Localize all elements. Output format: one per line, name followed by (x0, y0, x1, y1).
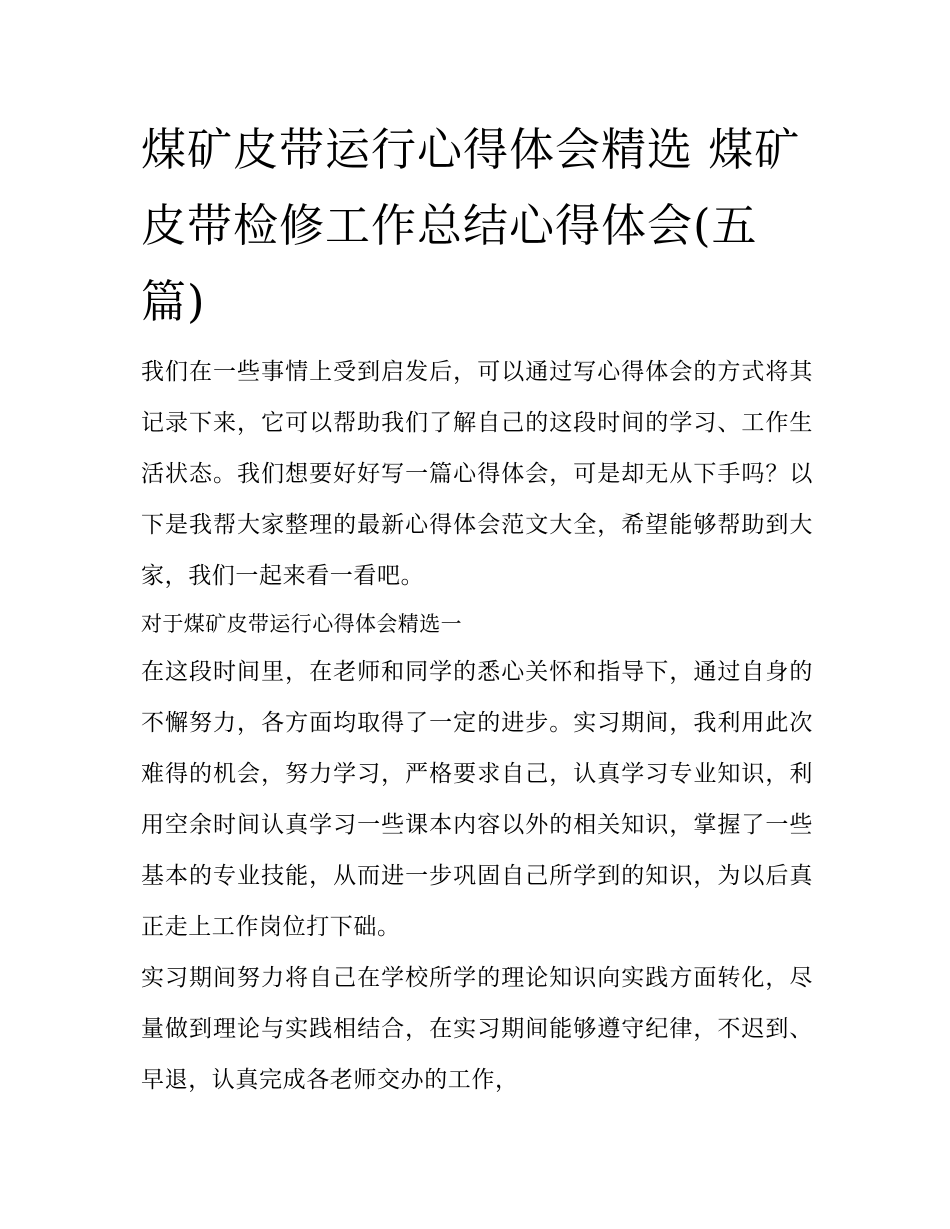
body-paragraph-1: 在这段时间里，在老师和同学的悉心关怀和指导下，通过自身的不懈努力，各方面均取得了一定的进步。实习期间，我利用此次难得的机会，努力学习，严格要求自己，认真学习专业知识，利用空余时间认真学习一些课本内容以外的相关知识，掌握了一些基本的专业技能，从而进一步巩固自己所学到的知识，为以后真正走上工作岗位打下础。 (141, 659, 813, 940)
section-heading: 对于煤矿皮带运行心得体会精选一 (141, 612, 462, 636)
intro-paragraph: 我们在一些事情上受到启发后，可以通过写心得体会的方式将其记录下来，它可以帮助我们了解自己的这段时间的学习、工作生活状态。我们想要好好写一篇心得体会，可是却无从下手吗？以下是我帮大家整理的最新心得体会范文大全，希望能够帮助到大家，我们一起来看一看吧。 (141, 359, 813, 589)
document-title: 煤矿皮带运行心得体会精选 煤矿皮带检修工作总结心得体会(五篇) (141, 123, 801, 328)
body-paragraph-2: 实习期间努力将自己在学校所学的理论知识向实践方面转化，尽量做到理论与实践相结合，在实习期间能够遵守纪律，不迟到、早退，认真完成各老师交办的工作， (141, 965, 813, 1093)
document-content (141, 112, 813, 1106)
